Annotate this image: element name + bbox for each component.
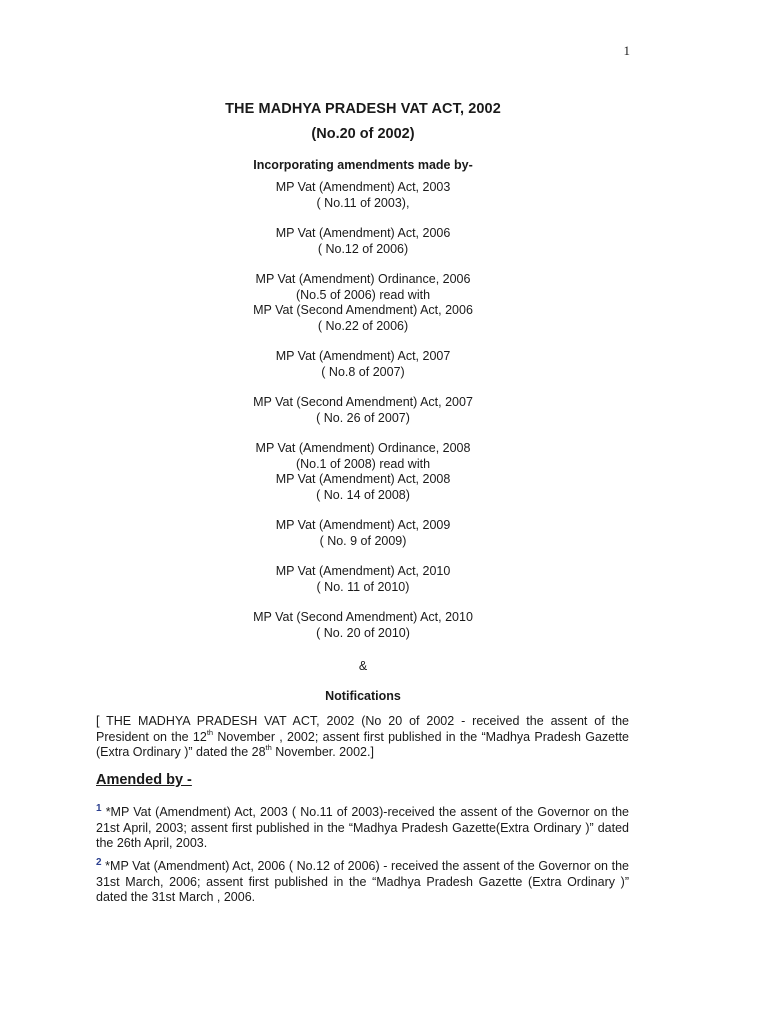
amendment-line: ( No. 20 of 2010) bbox=[316, 625, 410, 640]
amendment-line: MP Vat (Amendment) Act, 2008 bbox=[275, 472, 451, 486]
amendment-entry bbox=[0, 610, 726, 641]
amendment-line: ( No.12 of 2006) bbox=[317, 241, 409, 256]
amendment-line: MP Vat (Amendment) Act, 2003 bbox=[275, 180, 451, 194]
amendment-entry bbox=[0, 272, 726, 334]
amendment-entry bbox=[0, 180, 726, 211]
amendment-line: MP Vat (Second Amendment) Act, 2006 bbox=[253, 303, 473, 317]
preamble-text: [ THE MADHYA PRADESH VAT ACT, 2002 (No 20 of 2002 - received the assent of the President on the 12 bbox=[96, 714, 629, 744]
amendment-line: MP Vat (Amendment) Ordinance, 2006 bbox=[255, 272, 471, 286]
amendment-line: (No.1 of 2008) read with bbox=[295, 456, 431, 471]
footnote-1 bbox=[96, 801, 629, 852]
amendment-entry bbox=[0, 564, 726, 595]
amendment-entry bbox=[0, 395, 726, 426]
footnote-2 bbox=[96, 855, 629, 906]
amendment-line: (No.5 of 2006) read with bbox=[295, 287, 431, 302]
amendment-line: ( No. 14 of 2008) bbox=[316, 487, 410, 502]
amendment-entry bbox=[0, 518, 726, 549]
page-number: 1 bbox=[623, 43, 630, 58]
amendment-line: MP Vat (Amendment) Act, 2006 bbox=[275, 226, 451, 240]
amendment-line: ( No.22 of 2006) bbox=[317, 318, 409, 333]
footnote-marker[interactable]: 1 bbox=[96, 803, 102, 814]
amendment-entry bbox=[0, 441, 726, 503]
amendment-line: MP Vat (Second Amendment) Act, 2007 bbox=[253, 395, 473, 409]
footnote-text: *MP Vat (Amendment) Act, 2006 ( No.12 of 2006) - received the assent of the Governor on the 31st March, 2006; assent first published in the “Madhya Pradesh Gazette (Extra Ordinary )” dated the 31st March , 2006. bbox=[96, 859, 629, 904]
notifications-heading: Notifications bbox=[325, 689, 401, 703]
incorporating-heading: Incorporating amendments made by- bbox=[253, 158, 473, 172]
ordinal-suffix: th bbox=[265, 743, 272, 752]
footnote-marker[interactable]: 2 bbox=[96, 857, 102, 868]
amendment-line: ( No.11 of 2003), bbox=[316, 195, 410, 210]
footnote-text: *MP Vat (Amendment) Act, 2003 ( No.11 of 2003)-received the assent of the Governor on the 21st April, 2003; assent first published in the “Madhya Pradesh Gazette(Extra Ordinary )” dated the 26th April, 2003. bbox=[96, 805, 629, 850]
act-number: (No.20 of 2002) bbox=[311, 126, 415, 142]
amendment-line: ( No. 26 of 2007) bbox=[316, 410, 410, 425]
amendment-list bbox=[0, 180, 726, 656]
amendment-line: MP Vat (Second Amendment) Act, 2010 bbox=[253, 610, 473, 624]
amendment-line: ( No. 9 of 2009) bbox=[319, 533, 407, 548]
preamble-text: November. 2002.] bbox=[271, 745, 374, 759]
amendment-line: MP Vat (Amendment) Ordinance, 2008 bbox=[255, 441, 471, 455]
amendment-line: MP Vat (Amendment) Act, 2009 bbox=[275, 518, 451, 532]
ordinal-suffix: th bbox=[206, 727, 214, 737]
amendment-line: MP Vat (Amendment) Act, 2010 bbox=[275, 564, 451, 578]
amended-by-heading: Amended by - bbox=[96, 772, 192, 788]
amendment-line: MP Vat (Amendment) Act, 2007 bbox=[275, 349, 451, 363]
document-title: THE MADHYA PRADESH VAT ACT, 2002 bbox=[225, 101, 501, 117]
amendment-entry bbox=[0, 349, 726, 380]
preamble-text: November , 2002; assent first published in the “Madhya Pradesh Gazette (Extra Ordinary )” dated the 28 bbox=[96, 729, 629, 759]
ampersand: & bbox=[358, 659, 368, 673]
amendment-line: ( No.8 of 2007) bbox=[321, 364, 405, 379]
amendment-line: ( No. 11 of 2010) bbox=[316, 579, 410, 594]
amendment-entry bbox=[0, 226, 726, 257]
preamble-paragraph bbox=[96, 714, 629, 761]
